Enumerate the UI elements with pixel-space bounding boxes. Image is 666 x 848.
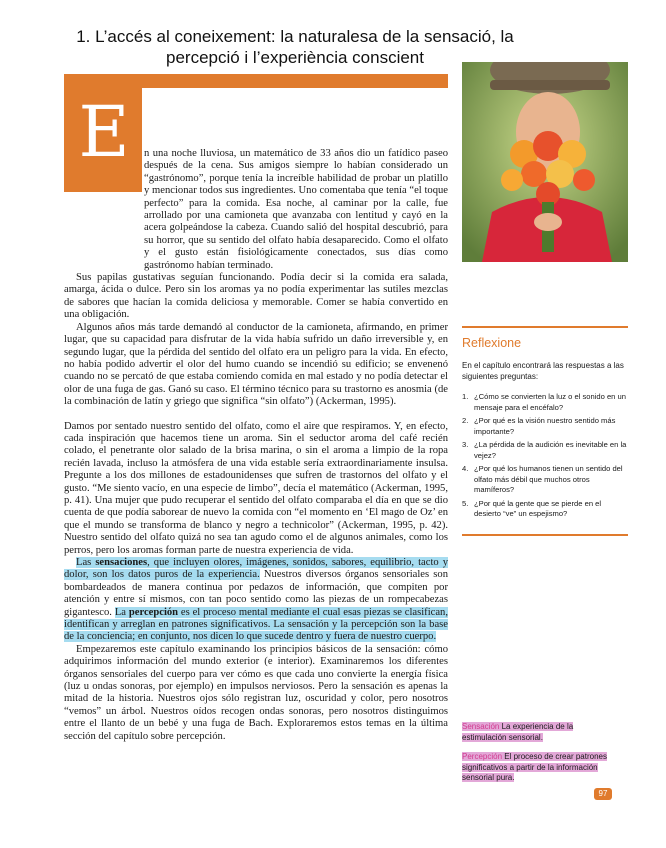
photo-illustration <box>462 62 628 262</box>
reflexione-title: Reflexione <box>462 336 522 350</box>
term-sensaciones: sensaciones <box>95 557 148 568</box>
question-item: 3. ¿La pérdida de la audición es inevitable en la vejez? <box>462 440 627 460</box>
question-item: 2. ¿Por qué es la visión nuestro sentido más importante? <box>462 416 616 436</box>
glossary-definition: El proceso de crear patrones significativos a partir de la información sensorial pura. <box>462 752 607 782</box>
highlight-text: Las <box>76 557 96 568</box>
highlight-text: es el proceso mental mediante el cual esas piezas se clasifican, identifican y arreglan en patrones significativos. La sensación y la percepción son la base de la conciencia; en conjunto, nos dicen lo que sucede dentro y fuera de nuestro cuerpo. <box>64 606 448 643</box>
paragraph-2: Sus papilas gustativas seguían funcionando. Podía decir si la comida era salada, amarga, ácida o dulce. Pero sin los aromas ya no podía experimentar las sutiles mezclas de sabores que hacían la comida deliciosa y memorable. Comer se había convertido en una obligación. <box>64 272 448 321</box>
paragraph-3: Algunos años más tarde demandó al conductor de la camioneta, afirmando, en primer lugar, que su capacidad para disfrutar de la vida había sufrido un daño irreversible y, en segundo lugar, que la pérdida del sentido del olfato era un peligro para la vida. En efecto, no había podido advertir el olor del humo cuando se incendió su edificio; se envenenó cuando no se percató de que estaba comiendo comida en mal estado y no podía detectar el olor de una fuga de gas. Ganó su caso. El término técnico para su trastorno es anosmia (de la combinación de latín y griego que significa “sin olfato”) (Ackerman, 1995). <box>64 321 448 408</box>
paragraph-5 <box>64 557 448 644</box>
glossary-term: Percepción <box>462 752 503 761</box>
paragraph-4: Damos por sentado nuestro sentido del olfato, como el aire que respiramos. Y, en efecto, cada inspiración que hacemos tiene un aroma. Sin el seductor aroma del café recién colado, el penetrante olor salado de la brisa marina, o sin el aroma a limpio de la ropa recién lavada, incluso la atmósfera de una vida estable sería extraordinariamente insulsa. Pregunte a los dos millones de estadounidenses que sufren de trastornos del olfato y el gusto. “Me siento vacío, en una especie de limbo”, decía el matemático (Ackerman, 1995, p. 41). Una mujer que pudo recuperar el sentido del olfato comparaba el día en que se dio cuenta de que podía saborear de nuevo la comida con “el momento en ‘El mago de Oz’ en que el mundo se transforma de blanco y negro a technicolor” (Ackerman, 1995, p. 42). Nuestro sentido del olfato quizá no sea tan agudo como el de algunos animales, como los perros, pero los aromas forman parte de nuestra experiencia de vida. <box>64 420 448 556</box>
paragraph-text: Nuestros diversos órganos sensoriales son bombardeados de manera continua por pedazos de información, que compiten por atención y entre sí mismos, con tan poco sentido como las piezas de un rompecabezas gigantesco. <box>64 569 449 618</box>
glossary-definition: La experiencia de la estimulación sensorial. <box>462 722 574 742</box>
highlight-text: , que incluyen olores, imágenes, sonidos, sabores, equilibrio, tacto y dolor, son los datos puros de la experiencia. <box>64 557 448 581</box>
paragraph-6: Empezaremos este capítulo examinando los principios básicos de la sensación: cómo adquirimos información del mundo exterior (e interior). Examinaremos los diferentes órganos sensoriales del cuerpo para ver cómo es que cada uno convierte la energía física (luz u ondas sonoras, por ejemplo) en impulsos nerviosos. Pero la sensación es apenas la mitad de la historia. Nuestros ojos sólo registran luz, oscuridad y color, pero nosotros “vemos” un árbol. Nuestros oídos recogen ondas sonoras, pero nosotros distinguimos entre el llanto de un bebé y una fuga de Bach. Exploraremos estos temas en la última sección del capítulo sobre percepción. <box>64 643 448 742</box>
dropcap-letter: E <box>78 91 130 173</box>
reflexione-intro: En el capítulo encontrará las respuestas a las siguientes preguntas: <box>462 361 624 381</box>
divider <box>462 534 628 536</box>
page-number: 97 <box>594 788 612 800</box>
glossary-percepcion <box>462 752 612 784</box>
glossary-sensacion <box>462 722 612 743</box>
question-item: 5. ¿Por qué la gente que se pierde en el desierto “ve” un espejismo? <box>462 498 602 518</box>
glossary-term: Sensación <box>462 722 500 731</box>
question-item: 1. ¿Cómo se convierten la luz o el sonido en un mensaje para el encéfalo? <box>462 392 626 412</box>
question-item: 4. ¿Por qué los humanos tienen un sentido del olfato más débil que muchos otros mamíferos? <box>462 464 623 494</box>
highlight-text: La <box>114 606 129 618</box>
main-text <box>64 148 448 743</box>
paragraph-1: n una noche lluviosa, un matemático de 33 años dio un fatídico paseo después de la cena. Sus amigos siempre lo habían considerado un “gastrónomo”, porque tenía la increíble habilidad de probar un platillo y mencionar todos sus ingredientes. Uno comentaba que tenía “el toque perfecto” para la comida. Esa noche, al caminar por la calle, fue arrollado por una camioneta que avanzaba con lentitud y cayó en la acera golpeándose la cabeza. Cuando salió del hospital descubrió, para su horror, que su sentido del olfato había desaparecido. Como el olfato y el gusto están fisiológicamente conectados, sus días como gastrónomo habían terminado. <box>144 148 448 271</box>
divider <box>462 326 628 328</box>
flowers-photo <box>462 62 628 262</box>
reflexione-box <box>462 326 628 536</box>
chapter-title: 1. L’accés al coneixement: la naturalesa de la sensació, la percepció i l’experiència conscient <box>76 27 514 67</box>
term-percepcion: percepción <box>128 606 179 618</box>
questions-list <box>462 392 628 520</box>
